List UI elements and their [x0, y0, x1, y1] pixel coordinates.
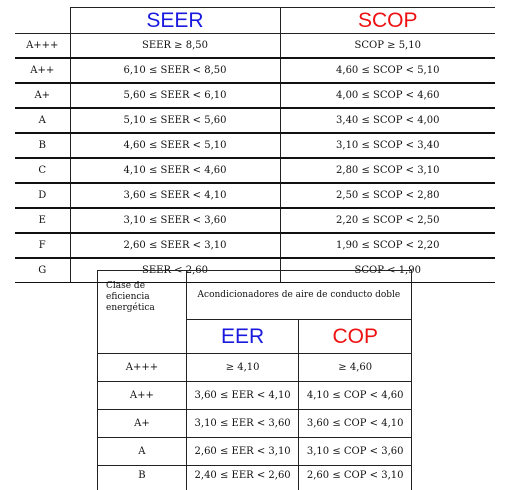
class-cell: G [15, 258, 70, 283]
seer-cell: 5,10 ≤ SEER < 5,60 [70, 108, 280, 133]
class-cell: E [15, 208, 70, 233]
seer-cell: SEER ≥ 8,50 [70, 34, 280, 59]
class-cell: F [15, 233, 70, 258]
cop-cell: ≥ 4,60 [299, 354, 412, 382]
table-row [15, 34, 495, 59]
table-row [15, 133, 495, 158]
seer-cell: 3,60 ≤ SEER < 4,10 [70, 183, 280, 208]
class-header: Clase de eficiencia energética [98, 271, 187, 354]
eer-cell: 3,60 ≤ EER < 4,10 [186, 382, 299, 410]
table-row [15, 233, 495, 258]
table-row [98, 438, 412, 466]
eer-cell: 3,10 ≤ EER < 3,60 [186, 410, 299, 438]
scop-cell: 4,00 ≤ SCOP < 4,60 [280, 83, 495, 108]
class-cell: A+ [15, 83, 70, 108]
class-cell: D [15, 183, 70, 208]
class-cell: A [98, 438, 187, 466]
seer-cell: SEER < 2,60 [70, 258, 280, 283]
class-cell: A [15, 108, 70, 133]
seer-scop-header-row [15, 8, 495, 34]
seer-cell: 4,10 ≤ SEER < 4,60 [70, 158, 280, 183]
eer-cell: ≥ 4,10 [186, 354, 299, 382]
scop-cell: 3,40 ≤ SCOP < 4,00 [280, 108, 495, 133]
seer-cell: 2,60 ≤ SEER < 3,10 [70, 233, 280, 258]
cop-cell: 3,10 ≤ COP < 3,60 [299, 438, 412, 466]
cop-cell: 2,60 ≤ COP < 3,10 [299, 466, 412, 490]
scop-cell: 1,90 ≤ SCOP < 2,20 [280, 233, 495, 258]
table-row [98, 410, 412, 438]
eer-cell: 2,60 ≤ EER < 3,10 [186, 438, 299, 466]
table-row [15, 208, 495, 233]
scop-header: SCOP [280, 8, 495, 34]
table-row [15, 158, 495, 183]
class-cell: A++ [98, 382, 187, 410]
seer-header: SEER [70, 8, 280, 34]
class-cell: B [98, 466, 187, 490]
scop-cell: 2,80 ≤ SCOP < 3,10 [280, 158, 495, 183]
table-row [98, 354, 412, 382]
table-row [15, 183, 495, 208]
table-row [15, 108, 495, 133]
cop-cell: 3,60 ≤ COP < 4,10 [299, 410, 412, 438]
scop-cell: SCOP ≥ 5,10 [280, 34, 495, 59]
eer-header: EER [186, 320, 299, 354]
seer-scop-table [15, 7, 495, 283]
seer-cell: 3,10 ≤ SEER < 3,60 [70, 208, 280, 233]
eer-cell: 2,40 ≤ EER < 2,60 [186, 466, 299, 490]
scop-cell: 3,10 ≤ SCOP < 3,40 [280, 133, 495, 158]
class-cell: C [15, 158, 70, 183]
corner-cell [15, 8, 70, 34]
seer-cell: 6,10 ≤ SEER < 8,50 [70, 58, 280, 83]
class-cell: A+++ [15, 34, 70, 59]
class-cell: A++ [15, 58, 70, 83]
cop-header: COP [299, 320, 412, 354]
table-row [98, 382, 412, 410]
eer-cop-group-row [98, 271, 412, 320]
scop-cell: 2,20 ≤ SCOP < 2,50 [280, 208, 495, 233]
class-cell: B [15, 133, 70, 158]
table-row [15, 83, 495, 108]
cop-cell: 4,10 ≤ COP < 4,60 [299, 382, 412, 410]
class-cell: A+++ [98, 354, 187, 382]
seer-cell: 5,60 ≤ SEER < 6,10 [70, 83, 280, 108]
scop-cell: 4,60 ≤ SCOP < 5,10 [280, 58, 495, 83]
scop-cell: SCOP < 1,90 [280, 258, 495, 283]
seer-cell: 4,60 ≤ SEER < 5,10 [70, 133, 280, 158]
eer-cop-table [97, 270, 412, 490]
class-cell: A+ [98, 410, 187, 438]
table-row [15, 58, 495, 83]
table-row [98, 466, 412, 490]
group-header: Acondicionadores de aire de conducto doble [186, 271, 411, 320]
scop-cell: 2,50 ≤ SCOP < 2,80 [280, 183, 495, 208]
